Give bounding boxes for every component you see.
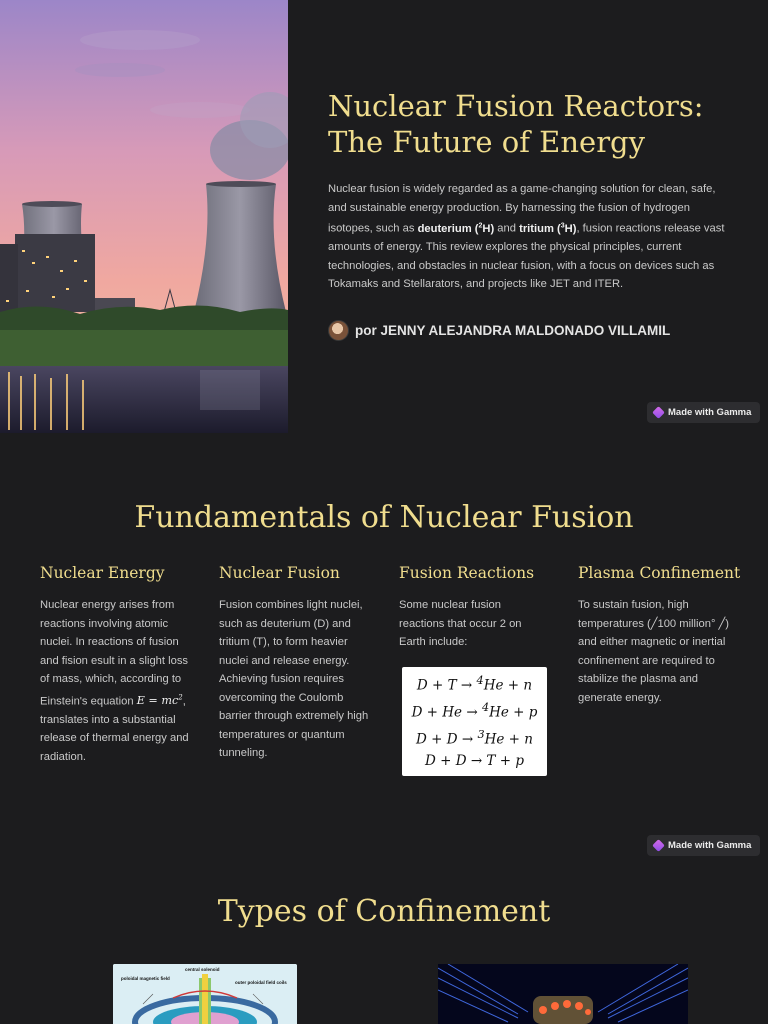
gamma-logo-icon bbox=[652, 406, 665, 419]
einstein-equation: $E = mc^2$ bbox=[136, 693, 183, 708]
tokamak-label: outer poloidal field coils bbox=[235, 980, 287, 985]
intro-paragraph: Nuclear fusion is widely regarded as a game-changing solution for clean, safe, and sustainable energy production. By harnessing the fusion of hydrogen isotopes, such as deuterium ($^2$H) and tritium ($^3$H), fusion reactions release vast amounts of energy. This review explores the physical principles, current technologies, and obstacles in nuclear fusion, with a focus on devices such as Tokamaks and Stellarators, and projects like JET and ITER. bbox=[328, 183, 725, 291]
tokamak-diagram-image bbox=[113, 964, 297, 1024]
tokamak-label: central solenoid bbox=[185, 967, 220, 972]
author-line bbox=[328, 320, 670, 341]
author-name: por JENNY ALEJANDRA MALDONADO VILLAMIL bbox=[355, 323, 671, 338]
column-heading: Nuclear Fusion bbox=[219, 564, 340, 582]
column-text: Nuclear energy arises from reactions involving atomic nuclei. In reactions of fusion and fision esult in a slight loss of mass, which, according to Einstein's equation $E = mc^2$, translates into a substantial release of thermal energy and radiation. bbox=[40, 599, 189, 763]
made-with-gamma-badge[interactable] bbox=[647, 402, 760, 423]
column-heading: Nuclear Energy bbox=[40, 564, 165, 582]
tokamak-label: poloidal magnetic field bbox=[121, 976, 170, 981]
fundamentals-title: Fundamentals of Nuclear Fusion bbox=[134, 500, 634, 535]
column-heading: Plasma Confinement bbox=[578, 564, 741, 582]
gamma-badge-label: Made with Gamma bbox=[668, 407, 752, 418]
column-heading: Fusion Reactions bbox=[399, 564, 535, 582]
column-nuclear-fusion bbox=[219, 564, 371, 763]
gamma-badge-label: Made with Gamma bbox=[668, 840, 752, 851]
equation-row: D + D → T + p bbox=[425, 753, 524, 769]
column-text: Some nuclear fusion reactions that occur 2 on Earth include: bbox=[399, 599, 522, 648]
column-nuclear-energy bbox=[40, 564, 192, 766]
column-fusion-reactions bbox=[399, 564, 551, 652]
column-text: Fusion combines light nuclei, such as deuterium (D) and tritium (T), to form heavier nuclei and release energy. Achieving fusion requires overcoming the Coulomb barrier through extremely high temperatures or quantum tunneling. bbox=[219, 599, 369, 759]
column-text: To sustain fusion, high temperatures (╱100 million° ╱) and either magnetic or inertial confinement are required to stabilize the plasma and generate energy. bbox=[578, 599, 730, 704]
confinement-title: Types of Confinement bbox=[217, 894, 551, 929]
made-with-gamma-badge[interactable] bbox=[647, 835, 760, 856]
gamma-logo-icon bbox=[652, 839, 665, 852]
title-slide bbox=[0, 0, 768, 434]
equation-row: D + D → $^3$He + n bbox=[416, 728, 533, 748]
hero-image-cooling-towers bbox=[0, 0, 288, 433]
equation-row: D + He → $^4$He + p bbox=[411, 701, 538, 721]
tritium-term: tritium ($^3$H) bbox=[519, 222, 577, 235]
fusion-equations-box bbox=[402, 667, 547, 776]
equation-row: D + T → $^4$He + n bbox=[416, 674, 533, 694]
stellarator-image bbox=[438, 964, 688, 1024]
column-plasma-confinement bbox=[578, 564, 741, 707]
deuterium-term: deuterium ($^2$H) bbox=[417, 222, 495, 235]
author-avatar bbox=[328, 320, 349, 341]
presentation-title: Nuclear Fusion Reactors: The Future of Energy bbox=[328, 89, 704, 159]
